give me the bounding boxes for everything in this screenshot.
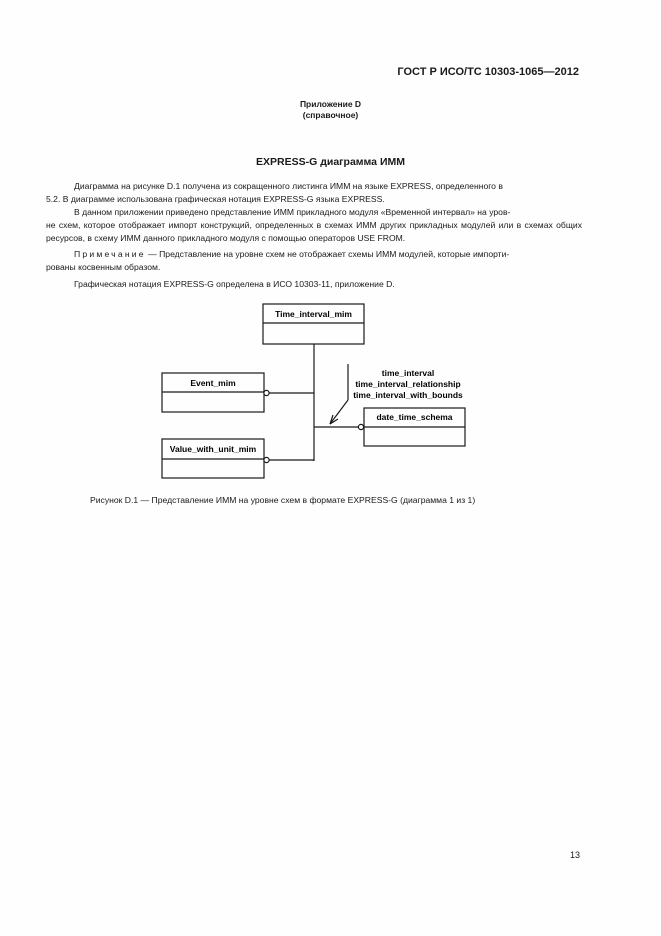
note-label: Примечание bbox=[74, 249, 146, 259]
figure-caption: Рисунок D.1 — Представление ИММ на уровне схем в формате EXPRESS-G (диаграмма 1 из 1) bbox=[90, 495, 476, 505]
label-date-time-schema: date_time_schema bbox=[376, 412, 453, 422]
note-rest: рованы косвенным образом. bbox=[46, 262, 161, 272]
relation-end-circle bbox=[358, 424, 363, 429]
relation-end-circle bbox=[264, 457, 269, 462]
paragraph-2-line-1: В данном приложении приведено представление ИММ прикладного модуля «Временной интервал» на уров- bbox=[74, 207, 511, 217]
label-time-interval-mim: Time_interval_mim bbox=[275, 309, 352, 319]
page-number: 13 bbox=[570, 850, 581, 860]
section-heading: EXPRESS-G диаграмма ИММ bbox=[256, 156, 405, 168]
label-value-with-unit-mim: Value_with_unit_mim bbox=[169, 444, 257, 454]
import-label-time-interval-with-bounds: time_interval_with_bounds bbox=[353, 390, 463, 400]
standard-number: ГОСТ Р ИСО/ТС 10303-1065—2012 bbox=[397, 66, 579, 78]
paragraph-1-rest: 5.2. В диаграмме использована графическая нотация EXPRESS-G языка EXPRESS. bbox=[46, 194, 385, 204]
annex-title: Приложение D bbox=[299, 99, 362, 109]
note-text: — Представление на уровне схем не отображает схемы ИММ модулей, которые импорти- bbox=[145, 249, 510, 259]
relation-end-circle bbox=[264, 390, 269, 395]
paragraph-3: Графическая нотация EXPRESS-G определена в ИСО 10303-11, приложение D. bbox=[74, 279, 395, 289]
annex-subtitle: (справочное) bbox=[302, 110, 359, 120]
import-label-time-interval: time_interval bbox=[381, 368, 435, 378]
paragraph-1-line-1: Диаграмма на рисунке D.1 получена из сокращенного листинга ИММ на языке EXPRESS, определенного в bbox=[74, 181, 503, 191]
label-event-mim: Event_mim bbox=[190, 378, 236, 388]
import-label-time-interval-relationship: time_interval_relationship bbox=[355, 379, 461, 389]
paragraph-2-rest: не схем, которое отображает импорт конструкций, определенных в схемах ИММ других прикладных модулей или в схемах общих ресурсов, в схему ИММ данного прикладного модуля с помощью операторов USE FROM. bbox=[46, 220, 582, 243]
